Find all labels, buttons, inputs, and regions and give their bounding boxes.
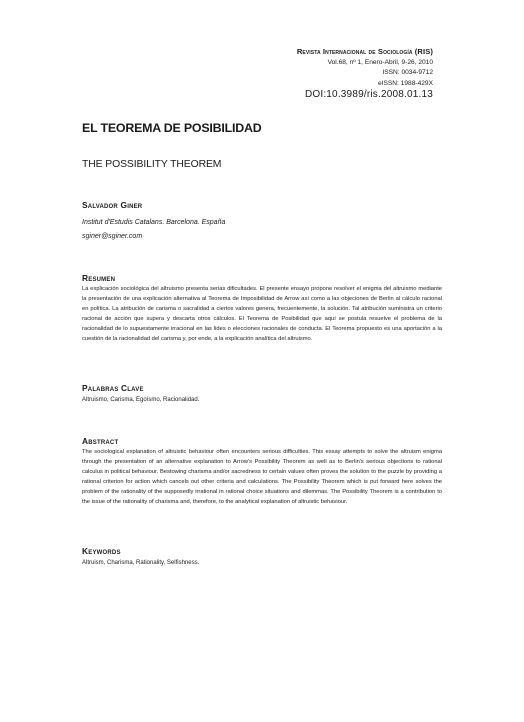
palabras-clave-heading: Palabras Clave <box>82 383 144 393</box>
abstract-text: The sociological explanation of altruistic behaviour often encounters serious difficulties. This essay attempts to solve the altruism enigma through the presentation of an alternative explanation to Arrow's Possibility Theorem as well as to Berlin's serious objections to rational calculus in political behaviour. Bestowing charisma and/or sacredness to certain values often proves the solution to the puzzle by providing a rational criterion for action which cancels out other criteria and calculations. The Possibility Theorem which is put forward here solves the problem of the rationality of the supposedly irrational in rational choice situations and dilemmas. The Possibility Theorem is a contribution to the issue of the rationality of charisma and, therefore, to the analytical explanation of altruistic behaviour. <box>82 449 442 505</box>
author-block <box>82 200 442 240</box>
abstract-heading: Abstract <box>82 436 119 446</box>
journal-issn: ISSN: 0034-9712 <box>382 69 433 77</box>
journal-eissn: eISSN: 1988-429X <box>378 79 433 87</box>
article-subtitle: THE POSSIBILITY THEOREM <box>82 159 222 170</box>
journal-volume: Vol.68, nº 1, Enero-Abril, 9-26, 2010 <box>327 58 433 66</box>
keywords-text: Altruism, Charisma, Rationality, Selfishness. <box>82 560 200 566</box>
author-affiliation: Institut d'Estudis Catalans. Barcelona. España <box>82 219 226 226</box>
journal-header <box>297 47 433 101</box>
resumen-section <box>82 273 442 345</box>
palabras-clave-section <box>82 383 442 405</box>
palabras-clave-text: Altruismo, Carisma, Egoísmo, Racionalidad. <box>82 397 200 403</box>
keywords-heading: Keywords <box>82 546 121 556</box>
author-email: sginer@sginer.com <box>82 233 143 240</box>
resumen-heading: Resumen <box>82 273 116 283</box>
author-name: Salvador Giner <box>82 200 143 210</box>
keywords-section <box>82 546 442 568</box>
abstract-section <box>82 436 442 508</box>
journal-doi: DOI:10.3989/ris.2008.01.13 <box>304 89 433 101</box>
article-title: EL TEOREMA DE POSIBILIDAD <box>82 121 262 135</box>
journal-name: Revista Internacional de Sociología (RIS) <box>296 47 433 56</box>
resumen-text: La explicación sociológica del altruismo presenta serias dificultades. El presente ensayo propone resolver el enigma del altruismo mediante la presentación de una explicación alternativa al Teorema de Imposibilidad de Arrow así como a las objeciones de Berlin al cálculo racional en política. La atribución de carisma o sacralidad a ciertos valores genera, frecuentemente, la solución. Tal atribución suministra un criterio racional de acción que supera y descarta otros cálculos. El Teorema de Posibilidad que aquí se postula resuelve el problema de la racionalidad de lo supuestamente irracional en las lides o elecciones racionales de conducta. El Teorema propuesto es una aportación a la cuestión de la racionalidad del carisma y, por ende, a la explicación analítica del altruismo. <box>82 286 442 342</box>
